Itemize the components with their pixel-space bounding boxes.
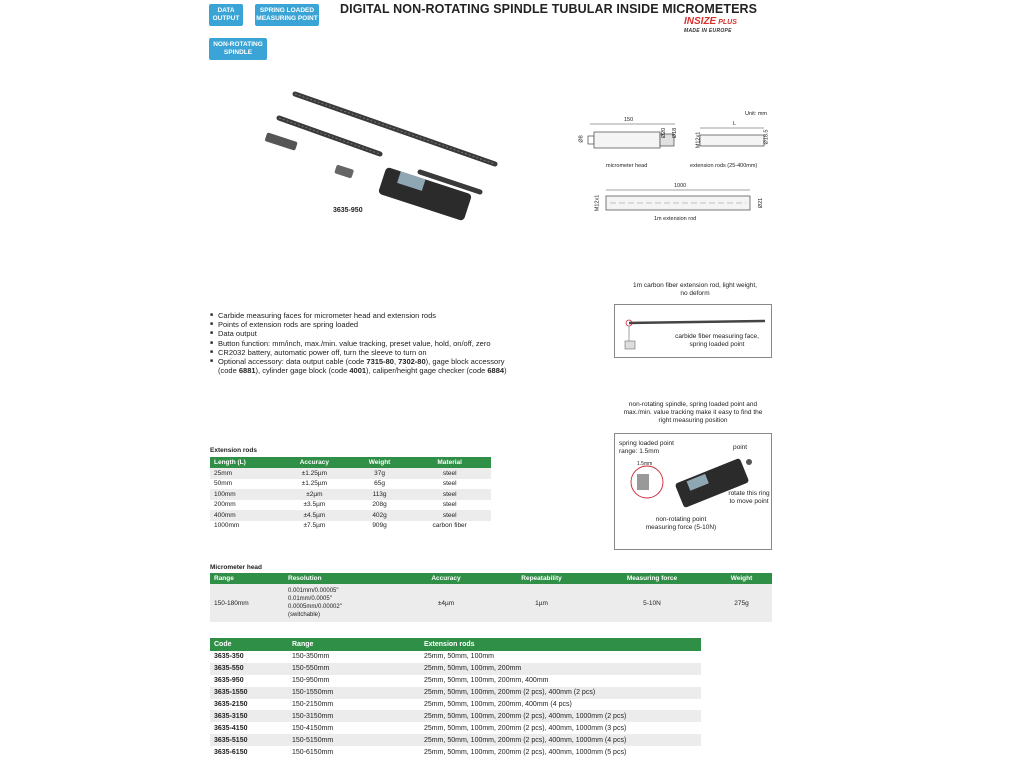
col-extension-rods: Extension rods — [420, 638, 701, 651]
callout-spindle-title: non-rotating spindle, spring loaded point and max./min. value tracking make it easy to find the right measuring position — [623, 401, 763, 424]
tiny-rod-icon — [334, 164, 354, 178]
callout-carbon-rod-box — [614, 304, 772, 358]
table-row: 25mm ±1.25µm 37g steel — [210, 468, 491, 479]
product-photo — [255, 82, 505, 232]
thread-m12-a: M12x1 — [695, 131, 702, 149]
col-measuring-force: Measuring force — [593, 573, 711, 584]
col-accuracy: Accuracy — [278, 457, 351, 468]
feature-item: ■ Button function: mm/inch, max./min. value tracking, preset value, hold, on/off, zero — [218, 339, 510, 348]
dim-d18: Ø18 — [672, 127, 679, 139]
table-row: 200mm ±3.5µm 208g steel — [214, 501, 457, 509]
table-row: 400mm ±4.5µm 402g steel — [210, 510, 491, 521]
rotate-ring-label: rotate this ring to move point — [728, 490, 770, 505]
extension-rods-table — [210, 457, 491, 531]
table-row: 3635-1550 150-1550mm 25mm, 50mm, 100mm, 200mm (2 pcs), 400mm (2 pcs) — [210, 687, 701, 699]
table-row: 150-180mm 0.001mm/0.00005" 0.01mm/0.0005" 0.0005mm/0.00002" (switchable) ±4µm 1µm 5-10N 275g — [210, 584, 772, 622]
long-rod-icon — [295, 94, 495, 164]
micrometer-head-title: Micrometer head — [210, 564, 263, 571]
product-code-label: 3635-950 — [333, 207, 363, 214]
non-rotating-label: non-rotating point measuring force (5-10N) — [645, 516, 717, 531]
dim-d21: Ø21 — [758, 197, 765, 209]
brand-plus: PLUS — [718, 19, 737, 26]
range-label: 1.5mm — [637, 461, 653, 467]
short-rod-icon — [265, 132, 298, 150]
brand-name: INSIZE — [684, 16, 717, 27]
feature-item: ■ Carbide measuring faces for micrometer head and extension rods — [218, 311, 510, 320]
carbon-rod-icon — [615, 305, 771, 357]
table-header-row — [210, 573, 772, 584]
col-weight: Weight — [351, 457, 409, 468]
table-row: 3635-950 150-950mm 25mm, 50mm, 100mm, 200mm, 400mm — [214, 677, 549, 685]
rod-length-label: 1000 — [674, 183, 687, 189]
brand-made-in: MADE IN EUROPE — [684, 28, 732, 34]
brand-logo — [684, 16, 774, 40]
table-header-row — [210, 457, 491, 468]
badge-data-output: DATA OUTPUT — [209, 4, 243, 26]
spring-point-label: spring loaded point range: 1.5mm — [619, 440, 674, 455]
dim-d20: Ø20 — [661, 127, 668, 139]
dim-l: L — [733, 121, 737, 127]
table-row: 3635-550 150-550mm 25mm, 50mm, 100mm, 200mm — [210, 663, 701, 675]
unit-label: Unit: mm — [745, 111, 767, 117]
col-range: Range — [210, 573, 284, 584]
micrometer-head-caption: micrometer head — [606, 163, 648, 169]
table-row: 3635-2150 150-2150mm 25mm, 50mm, 100mm, 200mm, 400mm (4 pcs) — [214, 701, 572, 708]
table-header-row — [210, 638, 701, 651]
table-row: 3635-4150 150-4150mm 25mm, 50mm, 100mm, 200mm (2 pcs), 400mm, 1000mm (3 pcs) — [214, 724, 627, 732]
feature-item: ■ CR2032 battery, automatic power off, turn the sleeve to turn on — [218, 348, 510, 357]
callout-spindle-box — [614, 433, 772, 550]
drawing-micrometer-head — [580, 122, 780, 162]
table-row: 3635-350 150-350mm 25mm, 50mm, 100mm — [214, 653, 495, 661]
table-row: 3635-5150 150-5150mm 25mm, 50mm, 100mm, 200mm (2 pcs), 400mm, 1000mm (4 pcs) — [210, 734, 701, 746]
thread-m12-b: M12x1 — [594, 194, 601, 212]
callout-carbon-rod-title: 1m carbon fiber extension rod, light weight, no deform — [633, 282, 757, 297]
col-repeatability: Repeatability — [490, 573, 593, 584]
feature-item: ■ Points of extension rods are spring loaded — [218, 320, 510, 329]
feature-item: ■ Data output — [218, 329, 510, 338]
page-title: DIGITAL NON-ROTATING SPINDLE TUBULAR INSIDE MICROMETERS — [340, 2, 758, 16]
point-label: point — [733, 444, 748, 451]
feature-item-accessory: ■ Optional accessory: data output cable (code 7315-80, 7302-80), gage block accessory (code 6881), cylinder gage block (code 4001), caliper/height gage checker (code 6884) — [218, 357, 510, 375]
dim-d8: Ø8 — [578, 135, 585, 143]
col-resolution: Resolution — [284, 573, 402, 584]
head-length-label: 150 — [624, 117, 634, 123]
features-list — [210, 311, 510, 375]
extension-rods-title: Extension rods — [210, 447, 257, 454]
col-range: Range — [288, 638, 420, 651]
col-material: Material — [408, 457, 491, 468]
badge-spring-loaded: SPRING LOADED MEASURING POINT — [255, 4, 319, 26]
dim-d18-5: Ø18.5 — [763, 129, 770, 145]
table-row: 3635-6150 150-6150mm 25mm, 50mm, 100mm, 200mm (2 pcs), 400mm, 1000mm (5 pcs) — [214, 748, 627, 756]
extension-rods-caption: extension rods (25-400mm) — [690, 163, 758, 169]
micrometer-head-table — [210, 573, 772, 622]
col-weight: Weight — [711, 573, 772, 584]
table-row: 50mm ±1.25µm 65g steel — [214, 480, 457, 488]
one-m-rod-caption: 1m extension rod — [654, 216, 697, 222]
col-code: Code — [210, 638, 288, 651]
col-accuracy: Accuracy — [402, 573, 490, 584]
code-table — [210, 638, 701, 758]
carbon-rod-caption: carbide fiber measuring face, spring loaded point — [675, 333, 759, 348]
table-row: 3635-3150 150-3150mm 25mm, 50mm, 100mm, 200mm (2 pcs), 400mm, 1000mm (2 pcs) — [210, 710, 701, 722]
badge-non-rotating: NON-ROTATING SPINDLE — [209, 38, 267, 60]
col-length: Length (L) — [210, 457, 278, 468]
table-row: 100mm ±2µm 113g steel — [210, 489, 491, 500]
table-row: 1000mm ±7.5µm 909g carbon fiber — [214, 522, 467, 530]
drawing-1m-rod — [600, 188, 760, 214]
